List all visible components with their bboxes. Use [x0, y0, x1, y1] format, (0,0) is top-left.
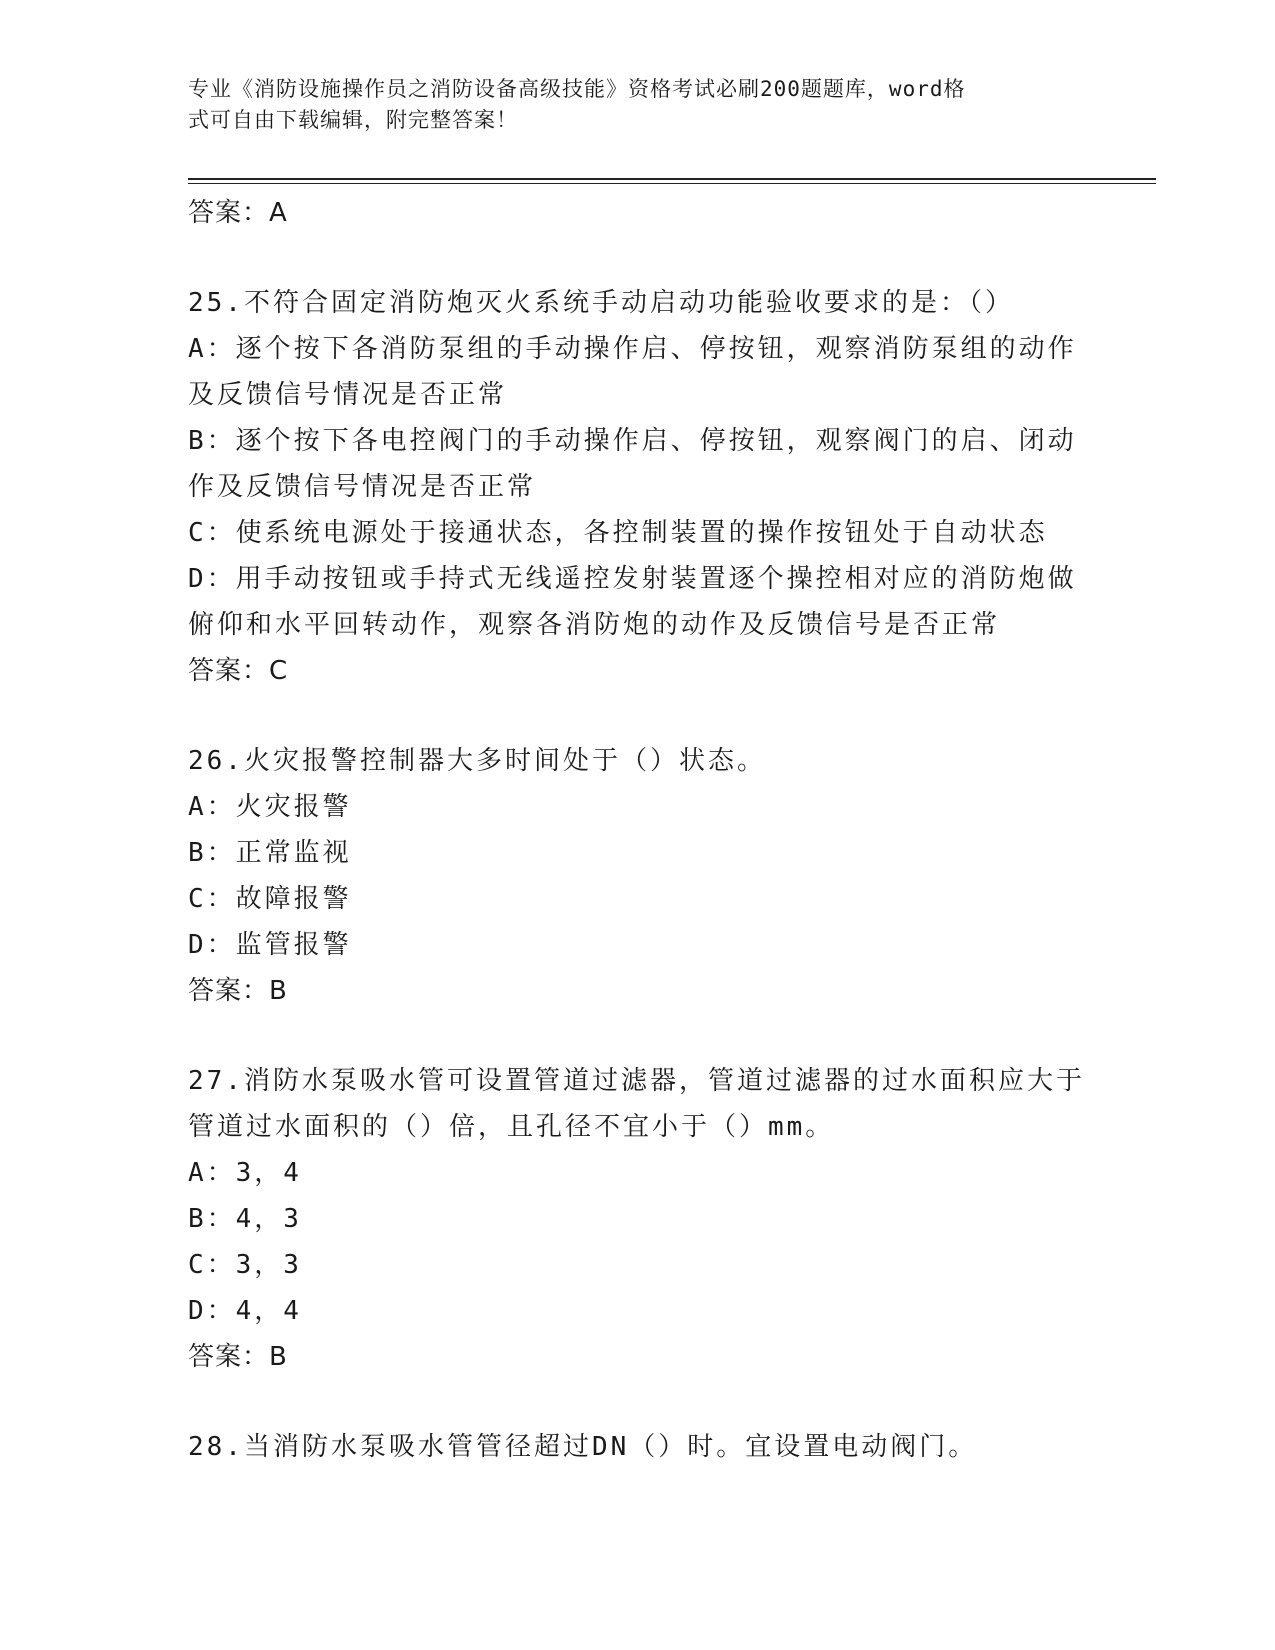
- option-b-line-2: 作及反馈信号情况是否正常: [188, 472, 537, 502]
- option-d-line-2: 俯仰和水平回转动作，观察各消防炮的动作及反馈信号是否正常: [188, 610, 1001, 640]
- option-c: C：故障报警: [188, 884, 352, 914]
- answer-label: 答案：B: [188, 976, 288, 1006]
- spacer: [188, 1014, 1088, 1058]
- option-a: A：3，4: [188, 1158, 302, 1188]
- question-stem: 28.当消防水泵吸水管管径超过DN（）时。宜设置电动阀门。: [188, 1432, 978, 1462]
- option-a: A：火灾报警: [188, 792, 352, 822]
- previous-answer: 答案：A: [188, 198, 288, 228]
- option-b: B：正常监视: [188, 838, 352, 868]
- spacer: [188, 694, 1088, 738]
- option-b-line-1: B：逐个按下各电控阀门的手动操作启、停按钮，观察阀门的启、闭动: [188, 426, 1077, 456]
- question-26: [188, 738, 1088, 1014]
- spacer: [188, 1380, 1088, 1424]
- question-25: [188, 280, 1088, 694]
- question-stem-line-1: 27.消防水泵吸水管可设置管道过滤器，管道过滤器的过水面积应大于: [188, 1066, 1085, 1096]
- header-line-1: 专业《消防设施操作员之消防设备高级技能》资格考试必刷200题题库，word格: [188, 77, 966, 101]
- question-27: [188, 1058, 1088, 1380]
- option-a-line-2: 及反馈信号情况是否正常: [188, 380, 508, 410]
- spacer: [188, 236, 1088, 280]
- question-list: [188, 190, 1088, 1470]
- document-header: [188, 74, 1068, 136]
- option-d: D：4，4: [188, 1296, 302, 1326]
- header-divider-thin: [188, 183, 1156, 184]
- option-b: B：4，3: [188, 1204, 302, 1234]
- question-stem: 25.不符合固定消防炮灭火系统手动启动功能验收要求的是：（）: [188, 288, 1014, 318]
- header-divider-thick: [188, 178, 1156, 180]
- answer-label: 答案：B: [188, 1342, 288, 1372]
- option-a-line-1: A：逐个按下各消防泵组的手动操作启、停按钮，观察消防泵组的动作: [188, 334, 1077, 364]
- option-d-line-1: D：用手动按钮或手持式无线遥控发射装置逐个操控相对应的消防炮做: [188, 564, 1077, 594]
- option-c: C：3，3: [188, 1250, 302, 1280]
- header-line-2: 式可自由下载编辑，附完整答案！: [188, 108, 518, 132]
- answer-label: 答案：C: [188, 656, 289, 686]
- question-stem: 26.火灾报警控制器大多时间处于（）状态。: [188, 746, 766, 776]
- question-stem-line-2: 管道过水面积的（）倍，且孔径不宜小于（）mm。: [188, 1112, 835, 1142]
- option-d: D：监管报警: [188, 930, 352, 960]
- question-28: [188, 1424, 1088, 1470]
- option-c: C：使系统电源处于接通状态，各控制装置的操作按钮处于自动状态: [188, 518, 1048, 548]
